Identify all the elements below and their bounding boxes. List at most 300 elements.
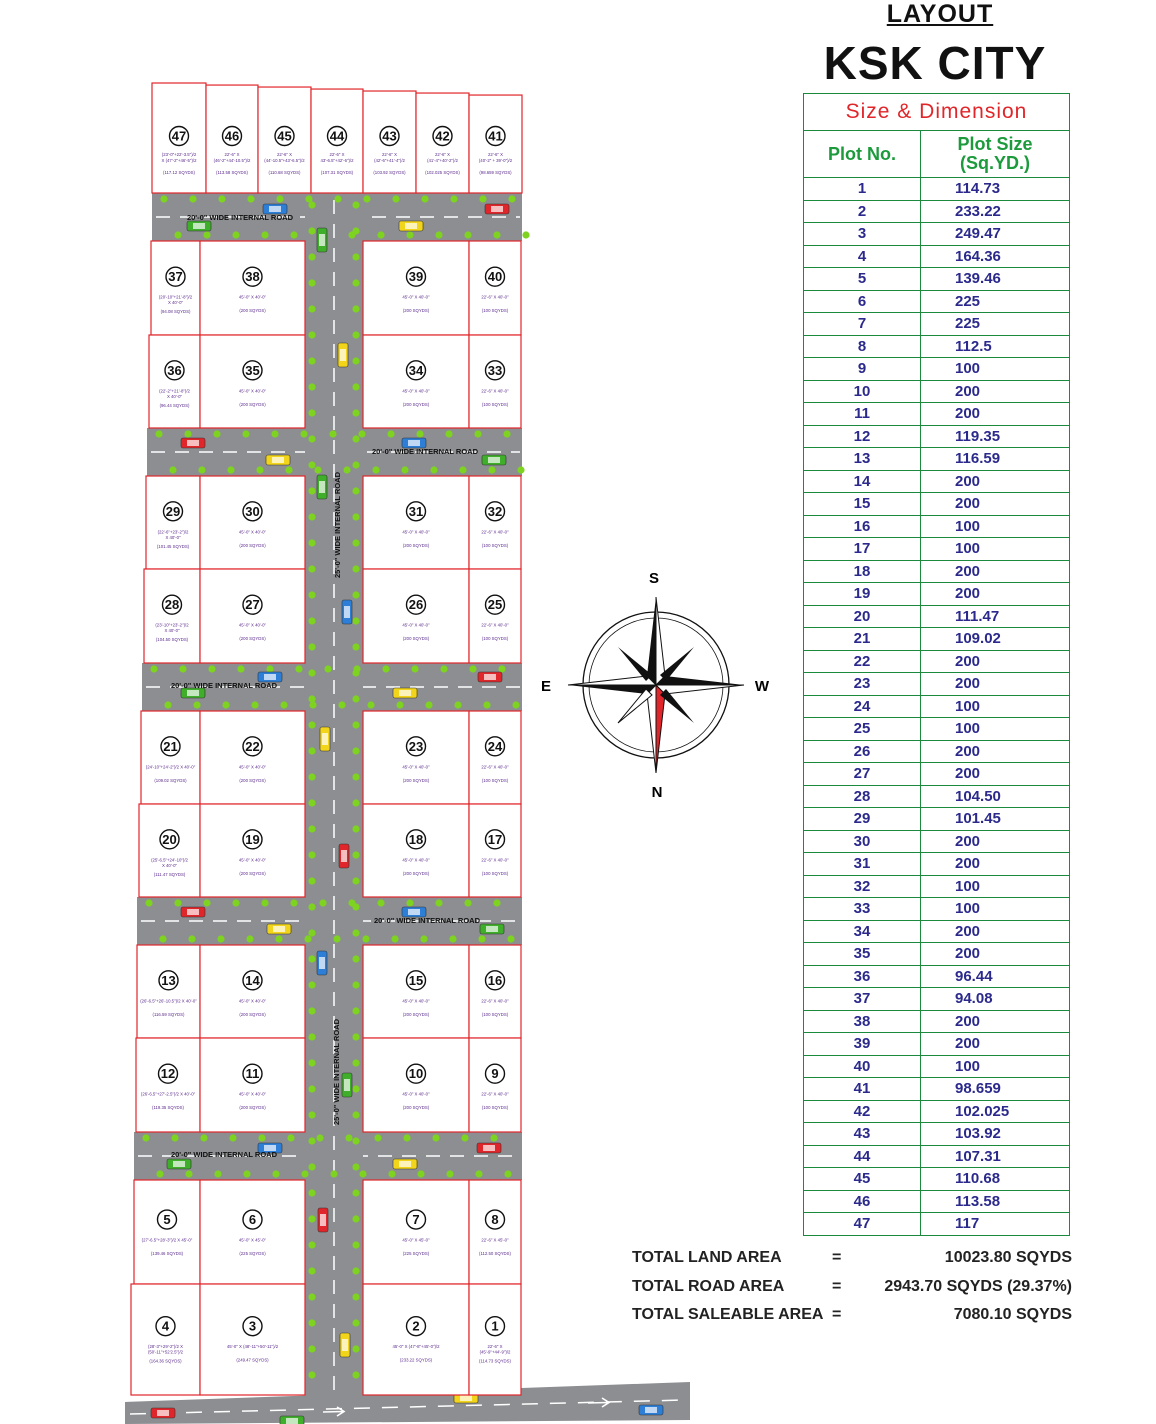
table-row — [804, 628, 1070, 651]
plot-no-cell: 9 — [804, 358, 921, 381]
plot-16 — [469, 945, 521, 1038]
tree — [411, 665, 418, 672]
plot-size-cell: 100 — [921, 358, 1070, 381]
table-row — [804, 178, 1070, 201]
tree — [308, 1189, 315, 1196]
tree — [352, 1319, 359, 1326]
tree — [352, 1007, 359, 1014]
plot-area: (100 SQYDS) — [481, 870, 509, 876]
tree — [185, 1170, 192, 1177]
tree — [445, 430, 452, 437]
tree — [156, 1170, 163, 1177]
tree — [338, 701, 345, 708]
plot-no-cell: 27 — [804, 763, 921, 786]
tree — [214, 1170, 221, 1177]
plot-number: 41 — [488, 128, 503, 144]
tree — [479, 195, 486, 202]
plot-no-cell: 41 — [804, 1078, 921, 1101]
tree — [308, 539, 315, 546]
plot-number: 25 — [487, 597, 503, 613]
plot-dimension: 45'-0" X 45'-0" — [402, 1237, 430, 1243]
tree — [229, 1134, 236, 1141]
tree — [450, 195, 457, 202]
tree — [218, 195, 225, 202]
plot-dimension: (22'-6"+23'-2")/2 — [157, 529, 189, 535]
table-row — [804, 1033, 1070, 1056]
plot-no-cell: 44 — [804, 1145, 921, 1168]
table-row — [804, 650, 1070, 673]
compass-w-label: W — [754, 678, 770, 695]
tree — [308, 409, 315, 416]
tree — [396, 701, 403, 708]
table-row — [804, 1010, 1070, 1033]
tree — [308, 1163, 315, 1170]
plot-47 — [152, 83, 206, 193]
plot-dimension: 45'-0" X 40'-0" — [402, 294, 430, 300]
plot-no-cell: 38 — [804, 1010, 921, 1033]
tree — [352, 1267, 359, 1274]
tree — [401, 466, 408, 473]
tree — [308, 747, 315, 754]
tree — [478, 935, 485, 942]
tree — [203, 231, 210, 238]
tree — [308, 331, 315, 338]
tree — [416, 430, 423, 437]
project-title: KSK CITY — [823, 37, 1047, 89]
plot-dimension: (46'-2"+44'-10.5")/2 — [213, 158, 251, 163]
plot-area: (100 SQYDS) — [481, 401, 509, 407]
plot-number: 7 — [412, 1212, 420, 1228]
tree — [174, 231, 181, 238]
tree — [493, 899, 500, 906]
tree — [374, 1134, 381, 1141]
table-row — [804, 1123, 1070, 1146]
plot-size-cell: 200 — [921, 673, 1070, 696]
plot-number: 35 — [245, 362, 260, 378]
plot-no-cell: 31 — [804, 853, 921, 876]
plot-17 — [469, 804, 521, 897]
plot-size-cell: 96.44 — [921, 965, 1070, 988]
tree — [213, 430, 220, 437]
road-label: 20'-0" WIDE INTERNAL ROAD — [373, 916, 481, 925]
plot-43 — [363, 91, 416, 193]
plot-area: (200 SQYDS) — [239, 777, 266, 783]
tree — [308, 513, 315, 520]
plot-number: 32 — [487, 503, 503, 519]
car — [151, 1408, 175, 1418]
tree — [242, 430, 249, 437]
plot-area: (200 SQYDS) — [239, 1011, 266, 1017]
tree — [308, 227, 315, 234]
tree — [352, 1033, 359, 1040]
plot-no-cell: 8 — [804, 335, 921, 358]
plot-dimension: 45'-0" X 40'-0" — [238, 622, 267, 628]
tree — [237, 665, 244, 672]
tree — [308, 461, 315, 468]
tree — [372, 466, 379, 473]
plot-size-cell: 200 — [921, 943, 1070, 966]
plot-area: (164.36 SQYDS) — [149, 1358, 182, 1364]
total-eq: = — [832, 1306, 842, 1323]
plot-37 — [151, 241, 200, 335]
tree — [352, 1137, 359, 1144]
table-row — [804, 268, 1070, 291]
table-row — [804, 560, 1070, 583]
plot-dimension: 45'-0" X 40'-0" — [238, 529, 267, 535]
plot-no-cell: 7 — [804, 313, 921, 336]
car — [399, 221, 423, 231]
plot-dimension: 45'-0" X 40'-0" — [238, 294, 267, 300]
plot-area: (233.22 SQYDS) — [399, 1357, 433, 1363]
plot-no-cell: 36 — [804, 965, 921, 988]
tree — [435, 231, 442, 238]
tree — [308, 357, 315, 364]
plot-no-cell: 21 — [804, 628, 921, 651]
plot-size-cell: 225 — [921, 290, 1070, 313]
plot-21 — [141, 711, 200, 804]
plot-no-cell: 2 — [804, 200, 921, 223]
plot-area: (113.58 SQYDS) — [216, 170, 248, 175]
plot-number: 45 — [277, 128, 292, 144]
plot-dimension: (26'-6.5"+27'-2.5")/2 X 40'-0" — [140, 1091, 196, 1097]
plot-area: (225 SQYDS) — [402, 1251, 430, 1257]
table-row — [804, 673, 1070, 696]
plot-number: 29 — [165, 503, 181, 519]
tree — [142, 1134, 149, 1141]
plot-14 — [200, 945, 305, 1038]
plot-number: 26 — [408, 597, 424, 613]
compass-s-label: S — [648, 570, 660, 587]
compass-e-label: E — [540, 678, 552, 695]
tree — [352, 305, 359, 312]
plot-size-cell: 200 — [921, 650, 1070, 673]
tree — [203, 899, 210, 906]
plot-no-cell: 39 — [804, 1033, 921, 1056]
plot-size-cell: 102.025 — [921, 1100, 1070, 1123]
tree — [243, 1170, 250, 1177]
plot-dimension: 45'-0" X 45'-0" — [238, 1237, 267, 1243]
plot-area: (100 SQYDS) — [481, 308, 509, 314]
plot-dimension: 45'-0" X 40'-0" — [238, 1091, 267, 1097]
tree — [295, 665, 302, 672]
plot-1 — [469, 1284, 521, 1395]
tree — [319, 899, 326, 906]
col-header-size-line2: (Sq.YD.) — [960, 153, 1030, 173]
plot-20 — [139, 804, 200, 897]
plot-dimension: 45'-0" X 40'-0" — [402, 529, 430, 535]
plot-size-cell: 114.73 — [921, 178, 1070, 201]
plot-area: (225 SQYDS) — [239, 1251, 266, 1257]
plot-dimension: (28'-3"+29'-2")/2 X — [148, 1344, 183, 1350]
plot-size-cell: 104.50 — [921, 785, 1070, 808]
table-row — [804, 988, 1070, 1011]
car — [318, 1208, 328, 1232]
plot-26 — [363, 569, 469, 663]
plot-dimension: X 40'-0" — [167, 300, 184, 306]
tree — [352, 227, 359, 234]
car — [339, 844, 349, 868]
road-label: 20'-0" WIDE INTERNAL ROAD — [170, 1150, 278, 1159]
plot-size-cell: 100 — [921, 718, 1070, 741]
plot-22 — [200, 711, 305, 804]
car — [317, 951, 327, 975]
plot-size-cell: 119.35 — [921, 425, 1070, 448]
plot-dimension: 45'-0" X 40'-0" — [402, 998, 430, 1004]
plot-size-cell: 100 — [921, 538, 1070, 561]
plot-no-cell: 13 — [804, 448, 921, 471]
tree — [290, 231, 297, 238]
plot-number: 14 — [245, 972, 260, 988]
table-row — [804, 965, 1070, 988]
tree — [352, 383, 359, 390]
plot-size-cell: 200 — [921, 583, 1070, 606]
table-row — [804, 223, 1070, 246]
tree — [217, 935, 224, 942]
tree — [184, 430, 191, 437]
total-value: 2943.70 SQYDS (29.37%) — [884, 1278, 1072, 1295]
plot-no-cell: 29 — [804, 808, 921, 831]
plot-dimension: 45'-0" X 40'-0" — [238, 388, 267, 394]
plot-size-cell: 100 — [921, 875, 1070, 898]
total-label: TOTAL LAND AREA — [632, 1249, 782, 1266]
tree — [308, 1371, 315, 1378]
plot-27 — [200, 569, 305, 663]
tree — [193, 701, 200, 708]
plot-dimension: 22'-6" X 40'-0" — [481, 294, 509, 300]
plot-45 — [258, 87, 311, 193]
table-caption: Size & Dimension — [804, 94, 1070, 131]
table-row — [804, 313, 1070, 336]
tree — [352, 435, 359, 442]
table-row — [804, 785, 1070, 808]
tree — [498, 665, 505, 672]
plot-dimension: 45'-0" X 40'-0" — [402, 1091, 430, 1097]
tree — [503, 430, 510, 437]
table-row — [804, 358, 1070, 381]
tree — [432, 1134, 439, 1141]
plot-dimension: X 40'-0" — [164, 628, 180, 634]
tree — [483, 701, 490, 708]
plot-no-cell: 47 — [804, 1213, 921, 1236]
tree — [308, 877, 315, 884]
plot-no-cell: 11 — [804, 403, 921, 426]
plot-number: 2 — [412, 1318, 420, 1334]
plot-no-cell: 19 — [804, 583, 921, 606]
plot-38 — [200, 241, 305, 335]
plot-number: 43 — [382, 128, 397, 144]
plot-dimension: 45'-0" X 40'-0" — [402, 622, 430, 628]
plot-dimension: (27'-6.5"+28'-3")/2 X 45'-0" — [141, 1237, 193, 1243]
tree — [232, 231, 239, 238]
plot-number: 38 — [245, 269, 260, 285]
car — [187, 221, 211, 231]
plot-10 — [363, 1038, 469, 1132]
tree — [222, 701, 229, 708]
road-label: 25'-0" WIDE INTERNAL ROAD — [332, 1018, 341, 1126]
plot-dimension: 45'-0" X 40'-0" — [238, 998, 267, 1004]
plot-size-cell: 107.31 — [921, 1145, 1070, 1168]
plot-area: (200 SQYDS) — [402, 777, 430, 783]
car — [342, 600, 352, 624]
tree — [430, 466, 437, 473]
plot-no-cell: 6 — [804, 290, 921, 313]
plot-number: 46 — [224, 128, 240, 144]
car — [393, 688, 417, 698]
plot-4 — [131, 1284, 200, 1395]
tree — [308, 1319, 315, 1326]
plot-number: 9 — [491, 1066, 499, 1082]
tree — [308, 721, 315, 728]
plot-number: 34 — [408, 362, 424, 378]
tree — [308, 669, 315, 676]
plot-dimension: 45'-0" X 40'-0" — [402, 857, 430, 863]
compass-rose — [541, 570, 770, 801]
plot-dimension: 22'-6" X 40'-0" — [481, 529, 509, 535]
plot-no-cell: 17 — [804, 538, 921, 561]
plot-area: (100 SQYDS) — [481, 1105, 509, 1111]
tree — [352, 1345, 359, 1352]
tree — [352, 643, 359, 650]
tree — [449, 935, 456, 942]
table-row — [804, 538, 1070, 561]
tree — [352, 695, 359, 702]
plot-dimension: (26'-6.5"+26'-10.5")/2 X 40'-0" — [140, 998, 197, 1004]
tree — [266, 665, 273, 672]
plot-8 — [469, 1180, 521, 1284]
table-row — [804, 1055, 1070, 1078]
plot-dimension: (20'-10"+21'-8")/2 — [158, 294, 193, 300]
plot-44 — [311, 89, 363, 193]
tree — [469, 665, 476, 672]
tree — [352, 1215, 359, 1222]
plot-number: 15 — [408, 972, 424, 988]
tree — [308, 981, 315, 988]
tree — [459, 466, 466, 473]
tree — [145, 899, 152, 906]
tree — [488, 466, 495, 473]
tree — [352, 877, 359, 884]
tree — [329, 430, 336, 437]
plot-dimension: 22'-6" X 40'-0" — [481, 998, 509, 1004]
plot-no-cell: 26 — [804, 740, 921, 763]
table-row — [804, 245, 1070, 268]
plot-no-cell: 43 — [804, 1123, 921, 1146]
tree — [198, 466, 205, 473]
tree — [308, 1033, 315, 1040]
plot-no-cell: 42 — [804, 1100, 921, 1123]
tree — [490, 1134, 497, 1141]
table-row — [804, 695, 1070, 718]
tree — [287, 1134, 294, 1141]
table-row — [804, 335, 1070, 358]
tree — [164, 701, 171, 708]
tree — [227, 466, 234, 473]
plot-12 — [136, 1038, 200, 1132]
tree — [188, 935, 195, 942]
plot-dimension: 22'-6" X — [381, 152, 398, 157]
plot-no-cell: 40 — [804, 1055, 921, 1078]
tree — [345, 1134, 352, 1141]
plot-size-cell: 100 — [921, 695, 1070, 718]
tree — [309, 701, 316, 708]
plot-size-cell: 116.59 — [921, 448, 1070, 471]
tree — [308, 487, 315, 494]
tree — [314, 466, 321, 473]
tree — [200, 1134, 207, 1141]
plot-size-cell: 200 — [921, 470, 1070, 493]
plot-area: (111.47 SQYDS) — [153, 871, 186, 877]
tree — [308, 617, 315, 624]
road-label: 20'-0" WIDE INTERNAL ROAD — [170, 681, 278, 690]
tree — [308, 591, 315, 598]
plot-number: 16 — [487, 972, 503, 988]
plot-size-cell: 200 — [921, 1033, 1070, 1056]
tree — [159, 935, 166, 942]
tree — [352, 539, 359, 546]
car — [317, 475, 327, 499]
tree — [308, 1085, 315, 1092]
plot-number: 33 — [487, 362, 503, 378]
plot-number: 10 — [408, 1066, 424, 1082]
tree — [359, 1170, 366, 1177]
plot-size-cell: 103.92 — [921, 1123, 1070, 1146]
plot-no-cell: 24 — [804, 695, 921, 718]
plot-size-cell: 117 — [921, 1213, 1070, 1236]
plot-area: (200 SQYDS) — [239, 542, 266, 548]
tree — [300, 430, 307, 437]
plot-dimension: 22'-6" X 40'-0" — [481, 857, 509, 863]
plot-number: 5 — [163, 1212, 171, 1228]
plot-area: (200 SQYDS) — [239, 636, 266, 642]
tree — [352, 955, 359, 962]
table-row — [804, 448, 1070, 471]
plot-size-cell: 200 — [921, 403, 1070, 426]
table-row — [804, 740, 1070, 763]
tree — [461, 1134, 468, 1141]
table-row — [804, 380, 1070, 403]
tree — [352, 747, 359, 754]
plot-23 — [363, 711, 469, 804]
table-row — [804, 200, 1070, 223]
tree — [352, 1293, 359, 1300]
tree — [362, 935, 369, 942]
plot-size-cell: 111.47 — [921, 605, 1070, 628]
tree — [247, 195, 254, 202]
plot-7 — [363, 1180, 469, 1284]
car — [477, 1143, 501, 1153]
plot-no-cell: 12 — [804, 425, 921, 448]
tree — [150, 665, 157, 672]
plot-6 — [200, 1180, 305, 1284]
plot-dimension: 22'-6" X — [487, 1344, 503, 1350]
car — [342, 1073, 352, 1097]
tree — [446, 1170, 453, 1177]
tree — [517, 466, 524, 473]
plot-no-cell: 10 — [804, 380, 921, 403]
plot-dimension: X 40'-0" — [161, 862, 178, 868]
plot-dimension: 22'-6" X 40'-0" — [481, 1091, 509, 1097]
tree — [308, 1215, 315, 1222]
plot-dimension: 45'-0" X 40'-0" — [238, 764, 267, 770]
car — [639, 1405, 663, 1415]
plot-dimension: 22'-6" X 40'-0" — [481, 764, 509, 770]
plot-size-cell: 200 — [921, 920, 1070, 943]
plot-area: (114.73 SQYDS) — [479, 1358, 511, 1364]
plot-size-cell: 110.68 — [921, 1168, 1070, 1191]
plot-25 — [469, 569, 521, 663]
plot-number: 22 — [245, 738, 260, 754]
plot-number: 8 — [491, 1212, 499, 1228]
